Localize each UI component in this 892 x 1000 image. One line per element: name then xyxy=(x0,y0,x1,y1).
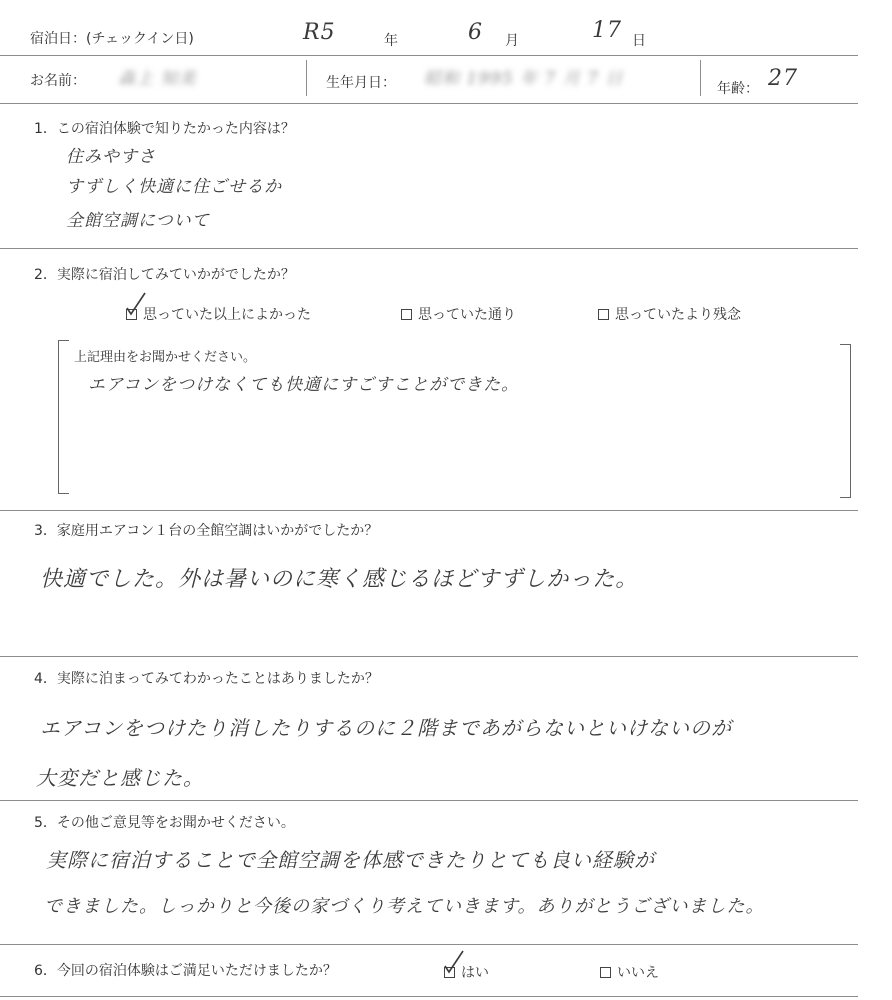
answer-4-line-2: 大変だと感じた。 xyxy=(36,766,204,790)
reason-prompt: 上記理由をお聞かせください。 xyxy=(74,350,257,365)
option-as-expected[interactable] xyxy=(401,304,516,324)
option-label: 思っていたより残念 xyxy=(615,307,741,323)
checkbox[interactable] xyxy=(598,309,609,320)
answer-5-line-1: 実際に宿泊することで全館空調を体感できたりとても良い経験が xyxy=(46,848,655,872)
checkmark-icon xyxy=(125,292,147,318)
question-4: 4．実際に泊まってみてわかったことはありましたか？ xyxy=(34,671,379,687)
answer-1-line-3: 全館空調について xyxy=(66,211,210,231)
question-2: 2．実際に宿泊してみていかがでしたか？ xyxy=(34,267,295,283)
age-label: 年齢： xyxy=(717,81,759,97)
birth-value: 昭和 1995 年 7 月 7 日 xyxy=(424,69,624,89)
option-label: 思っていた以上によかった xyxy=(143,307,311,323)
year-label: 年 xyxy=(384,33,398,49)
answer-5-line-2: できました。しっかりと今後の家づくり考えていきます。ありがとうございました。 xyxy=(44,896,765,917)
option-yes[interactable] xyxy=(444,962,489,982)
checkbox[interactable] xyxy=(126,309,137,320)
option-no[interactable] xyxy=(600,962,659,982)
option-better-than-expected[interactable] xyxy=(126,304,311,324)
divider xyxy=(0,103,858,104)
question-5: 5．その他ご意見等をお聞かせください。 xyxy=(34,815,295,831)
month-label: 月 xyxy=(505,33,519,49)
reason-box-left-bracket xyxy=(58,340,69,494)
divider xyxy=(0,800,858,801)
option-label: いいえ xyxy=(617,965,659,981)
divider xyxy=(0,996,858,997)
reason-answer: エアコンをつけなくても快適にすごすことができた。 xyxy=(88,375,520,395)
stay-date-label: 宿泊日：(チェックイン日) xyxy=(30,31,194,47)
day-value: 17 xyxy=(592,18,622,43)
reason-box-right-bracket xyxy=(840,344,851,498)
name-value: 森上 知美 xyxy=(118,69,197,89)
checkmark-icon xyxy=(443,950,465,976)
divider xyxy=(0,944,858,945)
divider xyxy=(306,60,307,96)
month-value: 6 xyxy=(468,20,483,45)
option-label: はい xyxy=(461,965,489,981)
age-value: 27 xyxy=(768,66,798,91)
name-label: お名前： xyxy=(30,73,86,89)
divider xyxy=(0,656,858,657)
divider xyxy=(0,510,858,511)
divider xyxy=(0,248,858,249)
question-3: 3．家庭用エアコン１台の全館空調はいかがでしたか？ xyxy=(34,523,379,539)
birth-label: 生年月日： xyxy=(326,75,396,91)
divider xyxy=(700,60,701,96)
option-disappointing[interactable] xyxy=(598,304,741,324)
answer-1-line-1: 住みやすさ xyxy=(66,147,156,167)
divider xyxy=(0,55,858,56)
option-label: 思っていた通り xyxy=(418,307,516,323)
checkbox[interactable] xyxy=(401,309,412,320)
checkbox[interactable] xyxy=(600,967,611,978)
checkbox[interactable] xyxy=(444,967,455,978)
era-year-value: R5 xyxy=(303,20,336,45)
question-1: 1．この宿泊体験で知りたかった内容は？ xyxy=(34,121,295,137)
answer-4-line-1: エアコンをつけたり消したりするのに２階まであがらないといけないのが xyxy=(40,716,732,740)
answer-1-line-2: すずしく快適に住ごせるか xyxy=(66,177,283,197)
day-label: 日 xyxy=(632,33,646,49)
answer-3: 快適でした。外は暑いのに寒く感じるほどすずしかった。 xyxy=(40,567,639,592)
question-6: 6．今回の宿泊体験はご満足いただけましたか？ xyxy=(34,963,337,979)
